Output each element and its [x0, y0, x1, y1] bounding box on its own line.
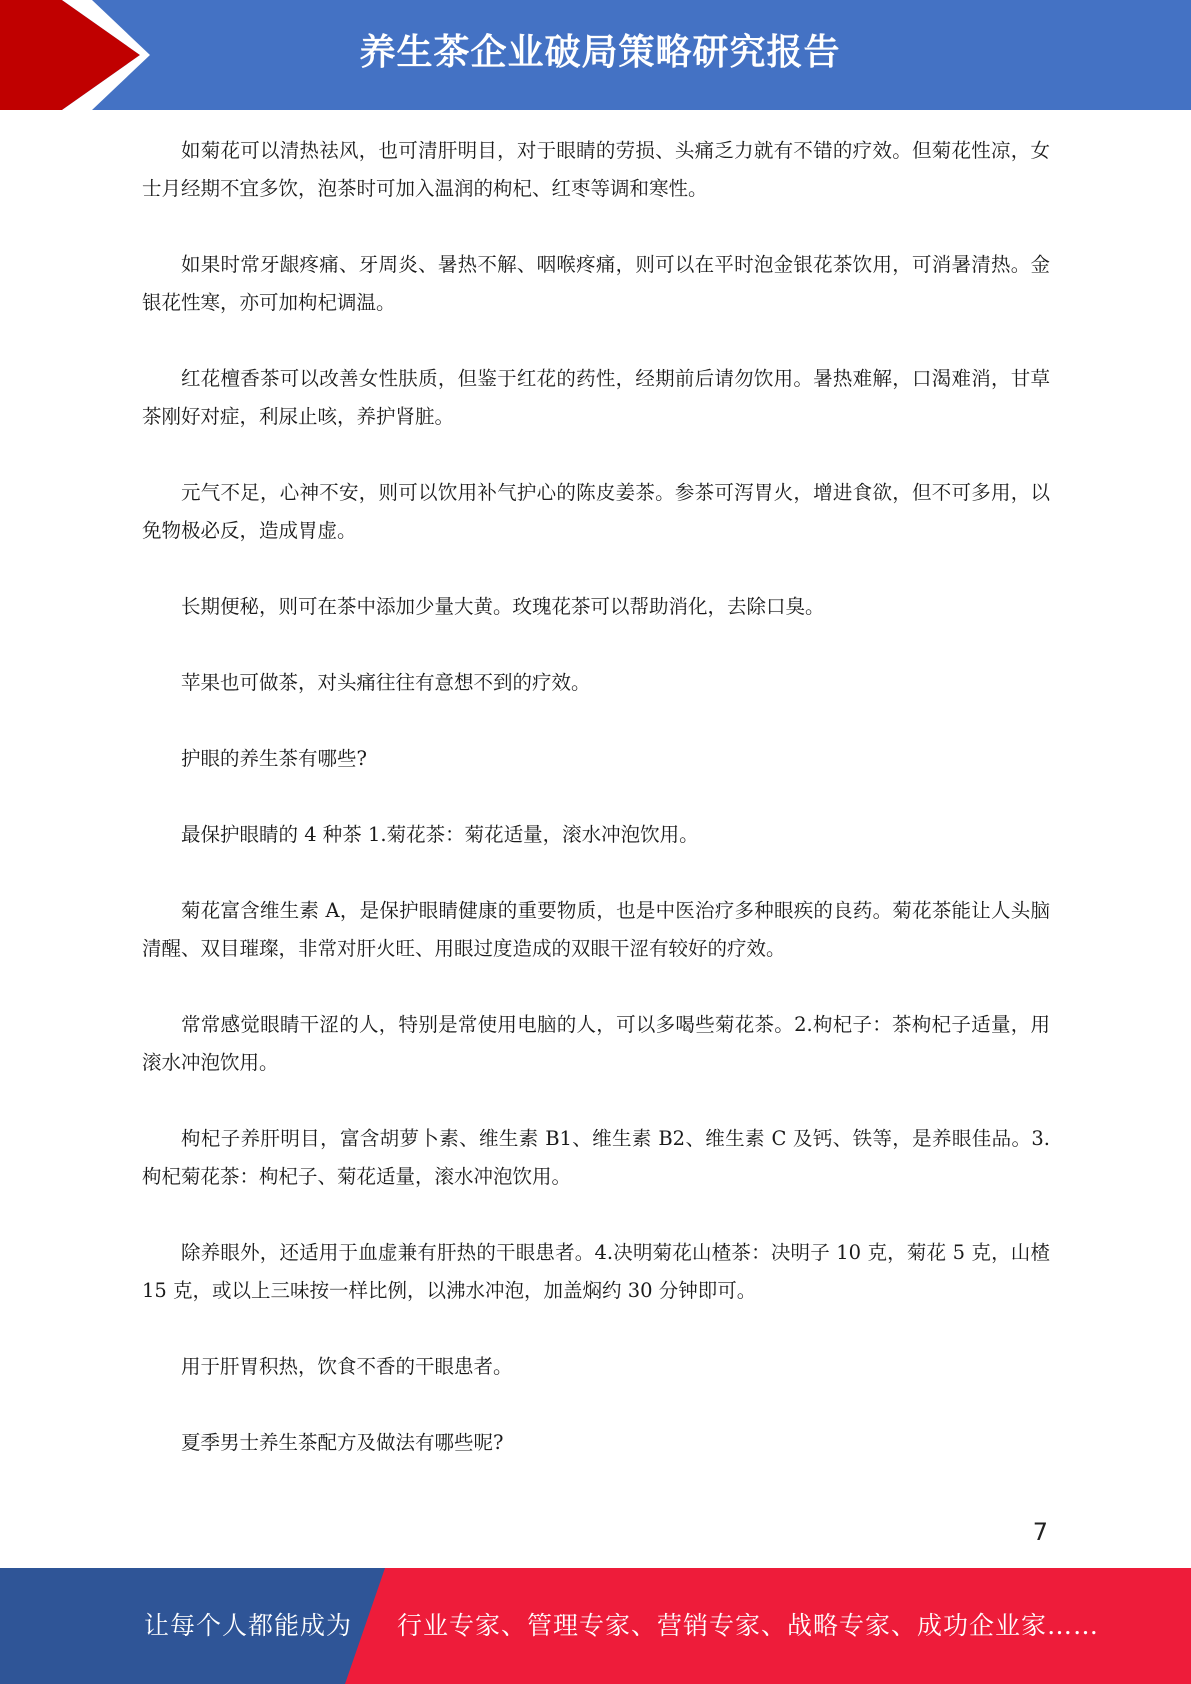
document-body — [142, 132, 1050, 1500]
section-question: 夏季男士养生茶配方及做法有哪些呢? — [181, 1431, 504, 1454]
paragraph: 苹果也可做茶，对头痛往往有意想不到的疗效。 — [181, 671, 591, 694]
page-number: 7 — [1032, 1518, 1048, 1546]
paragraph: 枸杞子养肝明目，富含胡萝卜素、维生素 B1、维生素 B2、维生素 C 及钙、铁等，是养眼佳品。3.枸杞菊花茶：枸杞子、菊花适量，滚水冲泡饮用。 — [142, 1127, 1050, 1188]
header-red-arrow-decoration — [0, 0, 160, 110]
report-title: 养生茶企业破局策略研究报告 — [359, 32, 841, 73]
page-header — [0, 0, 1191, 110]
paragraph: 最保护眼睛的 4 种茶 1.菊花茶：菊花适量，滚水冲泡饮用。 — [181, 823, 699, 846]
paragraph: 除养眼外，还适用于血虚兼有肝热的干眼患者。4.决明菊花山楂茶：决明子 10 克，菊花 5 克，山楂 15 克，或以上三味按一样比例，以沸水冲泡，加盖焖约 30 分钟即可。 — [142, 1241, 1050, 1302]
paragraph: 红花檀香茶可以改善女性肤质，但鉴于红花的药性，经期前后请勿饮用。暑热难解，口渴难消，甘草茶刚好对症，利尿止咳，养护肾脏。 — [142, 367, 1050, 428]
paragraph: 如菊花可以清热祛风，也可清肝明目，对于眼睛的劳损、头痛乏力就有不错的疗效。但菊花性凉，女士月经期不宜多饮，泡茶时可加入温润的枸杞、红枣等调和寒性。 — [142, 139, 1050, 200]
paragraph: 如果时常牙龈疼痛、牙周炎、暑热不解、咽喉疼痛，则可以在平时泡金银花茶饮用，可消暑清热。金银花性寒，亦可加枸杞调温。 — [142, 253, 1050, 314]
footer-slogan-left: 让每个人都能成为 — [144, 1611, 353, 1640]
paragraph: 用于肝胃积热，饮食不香的干眼患者。 — [181, 1355, 513, 1378]
paragraph: 长期便秘，则可在茶中添加少量大黄。玫瑰花茶可以帮助消化，去除口臭。 — [181, 595, 825, 618]
paragraph: 菊花富含维生素 A，是保护眼睛健康的重要物质，也是中医治疗多种眼疾的良药。菊花茶能让人头脑清醒、双目璀璨，非常对肝火旺、用眼过度造成的双眼干涩有较好的疗效。 — [142, 899, 1050, 960]
paragraph: 元气不足，心神不安，则可以饮用补气护心的陈皮姜茶。参茶可泻胃火，增进食欲，但不可多用，以免物极必反，造成胃虚。 — [142, 481, 1050, 542]
paragraph: 常常感觉眼睛干涩的人，特别是常使用电脑的人，可以多喝些菊花茶。2.枸杞子：茶枸杞子适量，用滚水冲泡饮用。 — [142, 1013, 1050, 1074]
section-question: 护眼的养生茶有哪些? — [181, 747, 367, 770]
page-footer — [0, 1568, 1191, 1684]
footer-slogan-right: 行业专家、管理专家、营销专家、战略专家、成功企业家…… — [397, 1611, 1100, 1640]
